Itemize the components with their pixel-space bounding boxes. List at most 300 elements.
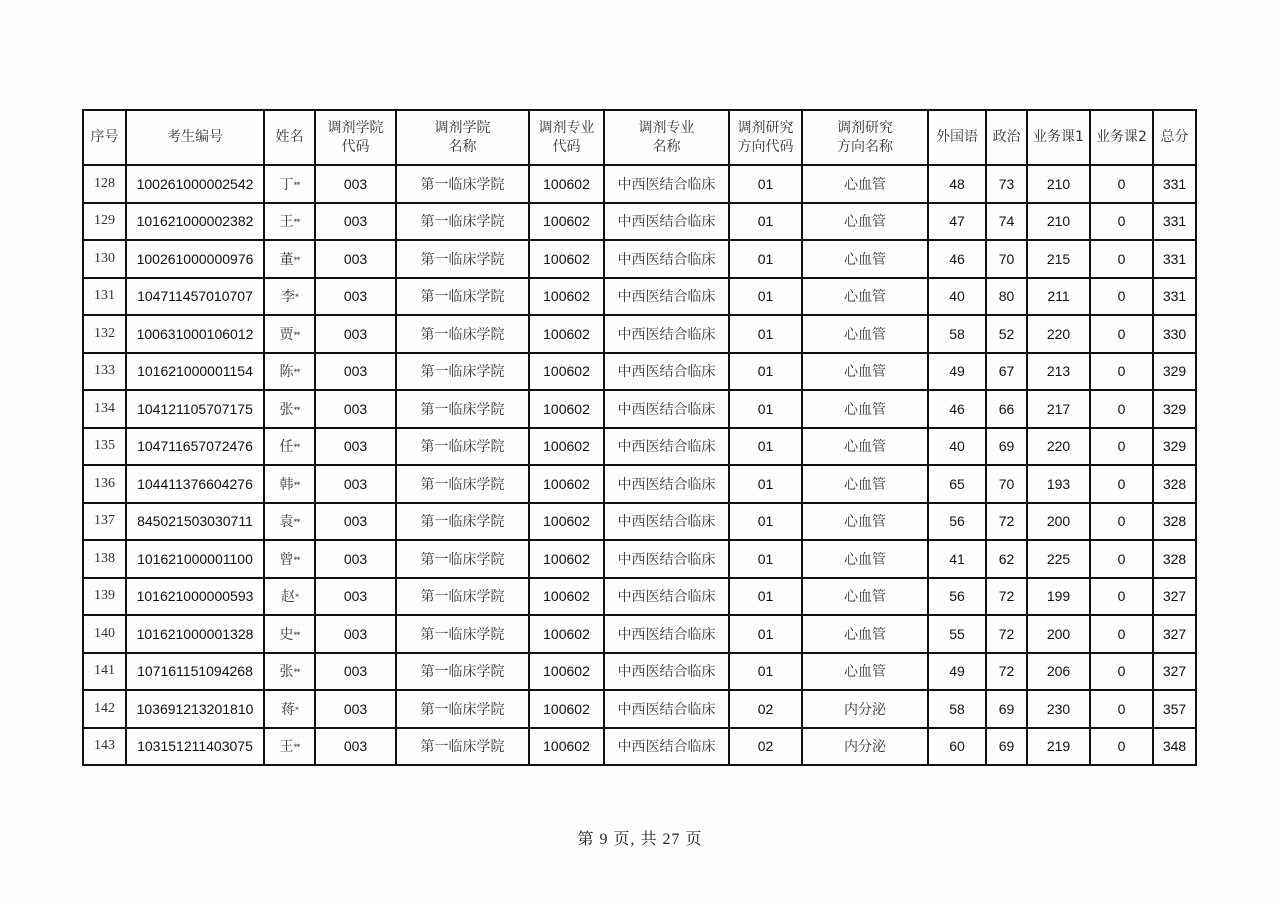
cell-course2: 0 [1090,203,1153,241]
header-name [264,110,315,165]
cell-major-name: 中西医结合临床 [604,728,729,766]
cell-college-code: 003 [315,653,396,691]
cell-major-code: 100602 [529,728,604,766]
cell-direction-name: 心血管 [802,240,928,278]
cell-course2: 0 [1090,690,1153,728]
table-row [83,578,1196,616]
cell-college-name: 第一临床学院 [396,690,529,728]
cell-seq: 143 [83,728,126,766]
cell-foreign-language: 56 [928,503,986,541]
cell-foreign-language: 40 [928,278,986,316]
surname: 张 [279,401,294,418]
cell-major-name: 中西医结合临床 [604,653,729,691]
cell-foreign-language: 49 [928,653,986,691]
cell-seq: 132 [83,315,126,353]
page-number-footer: 第 9 页, 共 27 页 [577,831,703,848]
cell-seq: 136 [83,465,126,503]
name-mask: ** [293,255,300,265]
cell-direction-name: 心血管 [802,653,928,691]
header-label: 业务课2 [1096,129,1147,145]
cell-major-name: 中西医结合临床 [604,390,729,428]
name-mask: ** [293,667,300,677]
name-mask: * [295,592,298,602]
cell-politics: 72 [986,653,1027,691]
cell-college-name: 第一临床学院 [396,315,529,353]
cell-name [264,690,315,728]
cell-direction-code: 01 [729,503,802,541]
cell-seq: 137 [83,503,126,541]
cell-course1: 210 [1027,165,1090,203]
cell-course1: 217 [1027,390,1090,428]
cell-name [264,203,315,241]
cell-total: 327 [1153,615,1196,653]
header-label: 调剂专业 [638,119,695,136]
cell-course1: 206 [1027,653,1090,691]
surname: 董 [279,251,294,268]
cell-exam-id: 101621000002382 [126,203,264,241]
cell-course2: 0 [1090,428,1153,466]
cell-total: 331 [1153,278,1196,316]
header-label: 方向代码 [737,138,794,155]
cell-direction-code: 01 [729,578,802,616]
cell-seq: 141 [83,653,126,691]
surname: 李 [281,289,295,306]
cell-course2: 0 [1090,165,1153,203]
cell-exam-id: 101621000001328 [126,615,264,653]
cell-politics: 69 [986,690,1027,728]
cell-direction-code: 01 [729,203,802,241]
name-mask: ** [293,180,300,190]
cell-name [264,615,315,653]
cell-politics: 74 [986,203,1027,241]
cell-direction-name: 心血管 [802,540,928,578]
header-exam-id [126,110,264,165]
cell-politics: 72 [986,503,1027,541]
header-direction-code [729,110,802,165]
cell-exam-id: 104411376604276 [126,465,264,503]
cell-total: 329 [1153,353,1196,391]
cell-college-name: 第一临床学院 [396,465,529,503]
cell-direction-name: 内分泌 [802,690,928,728]
cell-seq: 129 [83,203,126,241]
cell-politics: 70 [986,240,1027,278]
header-label: 外国语 [936,129,978,145]
cell-course2: 0 [1090,465,1153,503]
cell-foreign-language: 47 [928,203,986,241]
cell-course2: 0 [1090,578,1153,616]
cell-course1: 225 [1027,540,1090,578]
cell-politics: 70 [986,465,1027,503]
cell-politics: 66 [986,390,1027,428]
cell-direction-name: 心血管 [802,428,928,466]
surname: 王 [279,214,294,231]
cell-total: 327 [1153,653,1196,691]
cell-college-name: 第一临床学院 [396,615,529,653]
table-row [83,278,1196,316]
cell-course1: 200 [1027,615,1090,653]
cell-college-name: 第一临床学院 [396,165,529,203]
cell-college-name: 第一临床学院 [396,390,529,428]
cell-exam-id: 101621000001100 [126,540,264,578]
cell-course1: 211 [1027,278,1090,316]
cell-major-code: 100602 [529,240,604,278]
table-row [83,428,1196,466]
cell-politics: 72 [986,615,1027,653]
cell-total: 328 [1153,540,1196,578]
cell-college-name: 第一临床学院 [396,203,529,241]
cell-foreign-language: 58 [928,315,986,353]
cell-foreign-language: 49 [928,353,986,391]
table-row [83,540,1196,578]
cell-exam-id: 104711657072476 [126,428,264,466]
cell-name [264,390,315,428]
cell-major-name: 中西医结合临床 [604,203,729,241]
cell-name [264,728,315,766]
cell-direction-name: 心血管 [802,465,928,503]
cell-college-code: 003 [315,503,396,541]
name-mask: ** [293,405,300,415]
cell-total: 329 [1153,428,1196,466]
surname: 陈 [279,364,294,381]
cell-major-code: 100602 [529,278,604,316]
cell-name [264,653,315,691]
cell-direction-code: 01 [729,165,802,203]
cell-course1: 210 [1027,203,1090,241]
header-course2 [1090,110,1153,165]
cell-foreign-language: 48 [928,165,986,203]
cell-politics: 69 [986,428,1027,466]
admission-table [82,109,1197,766]
cell-college-name: 第一临床学院 [396,240,529,278]
cell-course2: 0 [1090,503,1153,541]
cell-college-code: 003 [315,315,396,353]
cell-foreign-language: 56 [928,578,986,616]
cell-foreign-language: 40 [928,428,986,466]
name-mask: * [295,705,298,715]
cell-major-name: 中西医结合临床 [604,690,729,728]
table-row [83,728,1196,766]
cell-college-name: 第一临床学院 [396,653,529,691]
cell-course2: 0 [1090,728,1153,766]
cell-college-code: 003 [315,353,396,391]
header-label: 调剂学院 [434,119,491,136]
cell-major-code: 100602 [529,428,604,466]
cell-direction-name: 心血管 [802,203,928,241]
surname: 韩 [279,476,294,493]
cell-exam-id: 104711457010707 [126,278,264,316]
cell-total: 330 [1153,315,1196,353]
cell-college-code: 003 [315,465,396,503]
cell-exam-id: 103691213201810 [126,690,264,728]
cell-seq: 139 [83,578,126,616]
table-row [83,390,1196,428]
cell-major-code: 100602 [529,390,604,428]
cell-major-code: 100602 [529,203,604,241]
cell-direction-name: 心血管 [802,390,928,428]
surname: 贾 [279,326,294,343]
cell-major-code: 100602 [529,653,604,691]
cell-name [264,165,315,203]
cell-college-code: 003 [315,728,396,766]
cell-total: 327 [1153,578,1196,616]
cell-major-name: 中西医结合临床 [604,578,729,616]
header-label: 考生编号 [167,129,223,145]
cell-politics: 73 [986,165,1027,203]
cell-major-name: 中西医结合临床 [604,465,729,503]
cell-direction-code: 02 [729,690,802,728]
cell-exam-id: 107161151094268 [126,653,264,691]
cell-total: 328 [1153,503,1196,541]
cell-direction-name: 心血管 [802,503,928,541]
cell-college-name: 第一临床学院 [396,503,529,541]
header-course1 [1027,110,1090,165]
table-row [83,315,1196,353]
cell-politics: 67 [986,353,1027,391]
cell-foreign-language: 41 [928,540,986,578]
cell-politics: 69 [986,728,1027,766]
cell-college-code: 003 [315,540,396,578]
cell-total: 328 [1153,465,1196,503]
table-row [83,203,1196,241]
header-label: 名称 [652,138,681,155]
header-label: 名称 [448,138,477,155]
cell-exam-id: 100261000002542 [126,165,264,203]
cell-major-name: 中西医结合临床 [604,278,729,316]
cell-exam-id: 845021503030711 [126,503,264,541]
cell-major-code: 100602 [529,353,604,391]
cell-total: 331 [1153,165,1196,203]
name-mask: ** [293,480,300,490]
surname: 王 [279,739,294,756]
header-major-code [529,110,604,165]
cell-direction-code: 02 [729,728,802,766]
table-row [83,503,1196,541]
header-label: 总分 [1160,129,1189,145]
surname: 史 [279,626,294,643]
cell-college-name: 第一临床学院 [396,353,529,391]
cell-major-code: 100602 [529,465,604,503]
cell-direction-name: 心血管 [802,315,928,353]
surname: 张 [279,664,294,681]
cell-seq: 128 [83,165,126,203]
cell-direction-name: 心血管 [802,353,928,391]
name-mask: ** [293,442,300,452]
surname: 丁 [279,176,294,193]
cell-name [264,578,315,616]
cell-course1: 215 [1027,240,1090,278]
cell-course1: 200 [1027,503,1090,541]
cell-seq: 135 [83,428,126,466]
cell-major-name: 中西医结合临床 [604,540,729,578]
header-label: 调剂研究 [737,119,794,136]
cell-direction-code: 01 [729,428,802,466]
cell-direction-name: 心血管 [802,615,928,653]
cell-name [264,540,315,578]
surname: 赵 [281,589,295,606]
cell-exam-id: 100261000000976 [126,240,264,278]
cell-course1: 193 [1027,465,1090,503]
cell-foreign-language: 60 [928,728,986,766]
name-mask: ** [293,517,300,527]
surname: 任 [279,439,294,456]
cell-course2: 0 [1090,540,1153,578]
table-body [83,165,1196,765]
table-row [83,653,1196,691]
table-row [83,240,1196,278]
cell-course2: 0 [1090,240,1153,278]
cell-foreign-language: 46 [928,240,986,278]
cell-total: 329 [1153,390,1196,428]
cell-major-name: 中西医结合临床 [604,240,729,278]
cell-direction-name: 心血管 [802,278,928,316]
cell-college-code: 003 [315,428,396,466]
header-college-name [396,110,529,165]
header-label: 姓名 [275,129,304,145]
cell-college-name: 第一临床学院 [396,278,529,316]
cell-major-code: 100602 [529,315,604,353]
header-seq [83,110,126,165]
cell-name [264,240,315,278]
cell-major-name: 中西医结合临床 [604,165,729,203]
cell-direction-code: 01 [729,315,802,353]
cell-seq: 131 [83,278,126,316]
cell-seq: 140 [83,615,126,653]
cell-politics: 52 [986,315,1027,353]
cell-course2: 0 [1090,653,1153,691]
cell-major-name: 中西医结合临床 [604,615,729,653]
cell-seq: 130 [83,240,126,278]
cell-course1: 213 [1027,353,1090,391]
table-row [83,690,1196,728]
cell-exam-id: 103151211403075 [126,728,264,766]
cell-direction-code: 01 [729,240,802,278]
cell-exam-id: 104121105707175 [126,390,264,428]
name-mask: ** [293,555,300,565]
cell-name [264,278,315,316]
cell-college-code: 003 [315,278,396,316]
cell-course2: 0 [1090,315,1153,353]
header-label: 代码 [552,138,581,155]
cell-major-code: 100602 [529,165,604,203]
cell-major-name: 中西医结合临床 [604,428,729,466]
cell-direction-code: 01 [729,653,802,691]
table-row [83,353,1196,391]
name-mask: ** [293,330,300,340]
header-label: 代码 [341,138,370,155]
cell-direction-name: 内分泌 [802,728,928,766]
header-label: 方向名称 [837,138,893,155]
cell-college-code: 003 [315,203,396,241]
cell-foreign-language: 65 [928,465,986,503]
cell-course1: 219 [1027,728,1090,766]
cell-foreign-language: 58 [928,690,986,728]
cell-direction-code: 01 [729,353,802,391]
name-mask: ** [293,630,300,640]
cell-major-code: 100602 [529,690,604,728]
header-label: 业务课1 [1033,129,1084,145]
header-label: 政治 [992,129,1021,145]
cell-college-code: 003 [315,690,396,728]
cell-college-code: 003 [315,390,396,428]
cell-course2: 0 [1090,353,1153,391]
cell-exam-id: 100631000106012 [126,315,264,353]
cell-seq: 133 [83,353,126,391]
header-politics [986,110,1027,165]
cell-direction-name: 心血管 [802,578,928,616]
cell-total: 331 [1153,240,1196,278]
header-major-name [604,110,729,165]
cell-major-name: 中西医结合临床 [604,315,729,353]
cell-college-code: 003 [315,240,396,278]
cell-course2: 0 [1090,615,1153,653]
header-college-code [315,110,396,165]
name-mask: ** [293,367,300,377]
cell-course1: 230 [1027,690,1090,728]
cell-course1: 220 [1027,428,1090,466]
cell-exam-id: 101621000000593 [126,578,264,616]
table-row [83,615,1196,653]
cell-direction-code: 01 [729,615,802,653]
cell-direction-name: 心血管 [802,165,928,203]
cell-name [264,465,315,503]
cell-exam-id: 101621000001154 [126,353,264,391]
header-label: 序号 [90,129,119,145]
header-total [1153,110,1196,165]
cell-direction-code: 01 [729,390,802,428]
name-mask: ** [293,742,300,752]
cell-major-name: 中西医结合临床 [604,353,729,391]
cell-direction-code: 01 [729,278,802,316]
cell-total: 357 [1153,690,1196,728]
cell-major-code: 100602 [529,615,604,653]
cell-college-code: 003 [315,165,396,203]
cell-seq: 142 [83,690,126,728]
cell-total: 331 [1153,203,1196,241]
cell-politics: 62 [986,540,1027,578]
name-mask: * [295,292,298,302]
cell-major-code: 100602 [529,540,604,578]
cell-course1: 220 [1027,315,1090,353]
header-label: 调剂专业 [538,119,595,136]
cell-major-code: 100602 [529,503,604,541]
header-direction-name [802,110,928,165]
surname: 蒋 [281,701,295,718]
cell-politics: 80 [986,278,1027,316]
cell-college-name: 第一临床学院 [396,540,529,578]
name-mask: ** [293,217,300,227]
cell-college-code: 003 [315,615,396,653]
cell-college-name: 第一临床学院 [396,728,529,766]
cell-course1: 199 [1027,578,1090,616]
table-row [83,465,1196,503]
cell-foreign-language: 55 [928,615,986,653]
cell-major-code: 100602 [529,578,604,616]
cell-seq: 134 [83,390,126,428]
cell-course2: 0 [1090,390,1153,428]
header-label: 调剂学院 [327,119,384,136]
cell-politics: 72 [986,578,1027,616]
header-foreign-language [928,110,986,165]
cell-name [264,428,315,466]
cell-name [264,503,315,541]
cell-direction-code: 01 [729,540,802,578]
surname: 曾 [279,551,294,568]
cell-foreign-language: 46 [928,390,986,428]
cell-college-name: 第一临床学院 [396,578,529,616]
cell-major-name: 中西医结合临床 [604,503,729,541]
header-label: 调剂研究 [837,119,893,136]
cell-college-code: 003 [315,578,396,616]
